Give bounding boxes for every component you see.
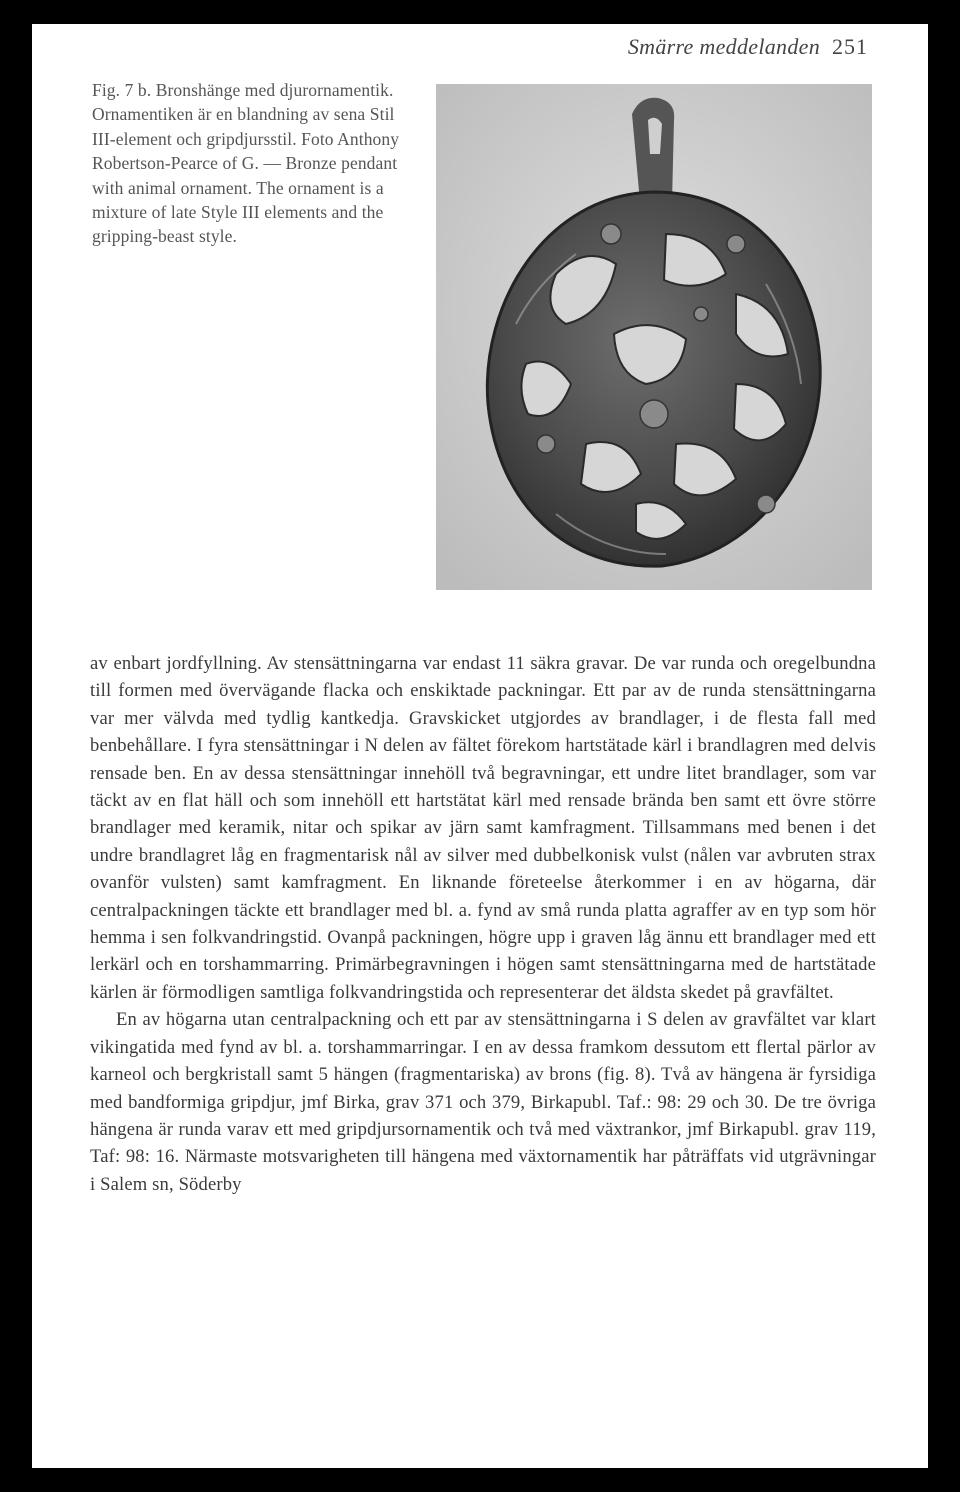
running-head	[628, 34, 868, 60]
page-number: 251	[832, 34, 868, 59]
body-text	[90, 650, 876, 1198]
page	[32, 24, 928, 1468]
figure-photo	[436, 84, 872, 590]
bronze-pendant-photo	[436, 84, 872, 590]
figure-caption: Fig. 7 b. Bronshänge med djurornamentik. Ornamentiken är en blandning av sena Stil III-element och gripdjursstil. Foto Anthony Robertson-Pearce of G. — Bronze pendant with animal ornament. The ornament is a mixture of late Style III elements and the gripping-beast style.	[92, 80, 400, 247]
paragraph-2: En av högarna utan centralpackning och ett par av stensättningarna i S delen av gravfältet var klart vikingatida med fynd av bl. a. torshammarringar. I en av dessa framkom dessutom ett flertal pärlor av karneol och bergkristall samt 5 hängen (fragmentariska) av brons (fig. 8). Två av hängena är fyrsidiga med bandformiga gripdjur, jmf Birka, grav 371 och 379, Birkapubl. Taf.: 98: 29 och 30. De tre övriga hängena är runda varav ett med gripdjursornamentik och två med växtrankor, jmf Birkapubl. grav 119, Taf: 98: 16. Närmaste motsvarigheten till hängena med växtornamentik har påträffats vid utgrävningar i Salem sn, Söderby	[90, 1009, 876, 1195]
paragraph-1: av enbart jordfyllning. Av stensättningarna var endast 11 säkra gravar. De var runda och oregelbundna till formen med övervägande flacka och enskiktade packningar. Ett par av de runda stensättningarna var mer välvda med tydlig kantkedja. Gravskicket utgjordes av brandlager, i de flesta fall med benbehållare. I fyra stensättningar i N delen av fältet förekom hartstätade kärl i brandlagren med delvis rensade ben. En av dessa stensättningar innehöll två begravningar, ett undre litet brandlager, som var täckt av en flat häll och som innehöll ett hartstätat kärl med rensade brända ben samt ett övre större brandlager med keramik, nitar och spikar av järn samt kamfragment. Tillsammans med benen i det undre brandlagret låg en fragmentarisk nål av silver med dubbelkonisk vulst (nålen var avbruten strax ovanför vulsten) samt kamfragment. En liknande företeelse återkommer i en av högarna, där centralpackningen täckte ett brandlager med bl. a. fynd av små runda platta agraffer av en typ som hör hemma i sen folkvandringstid. Ovanpå packningen, högre upp i graven låg ännu ett brandlager med ett lerkärl och en torshammarring. Primärbegravningen i högen samt stensättningarna med de hartstätade kärlen är förmodligen samtliga folkvandringstida och representerar det äldsta skedet på gravfältet.	[90, 653, 876, 1003]
running-title: Smärre meddelanden	[627, 34, 820, 59]
